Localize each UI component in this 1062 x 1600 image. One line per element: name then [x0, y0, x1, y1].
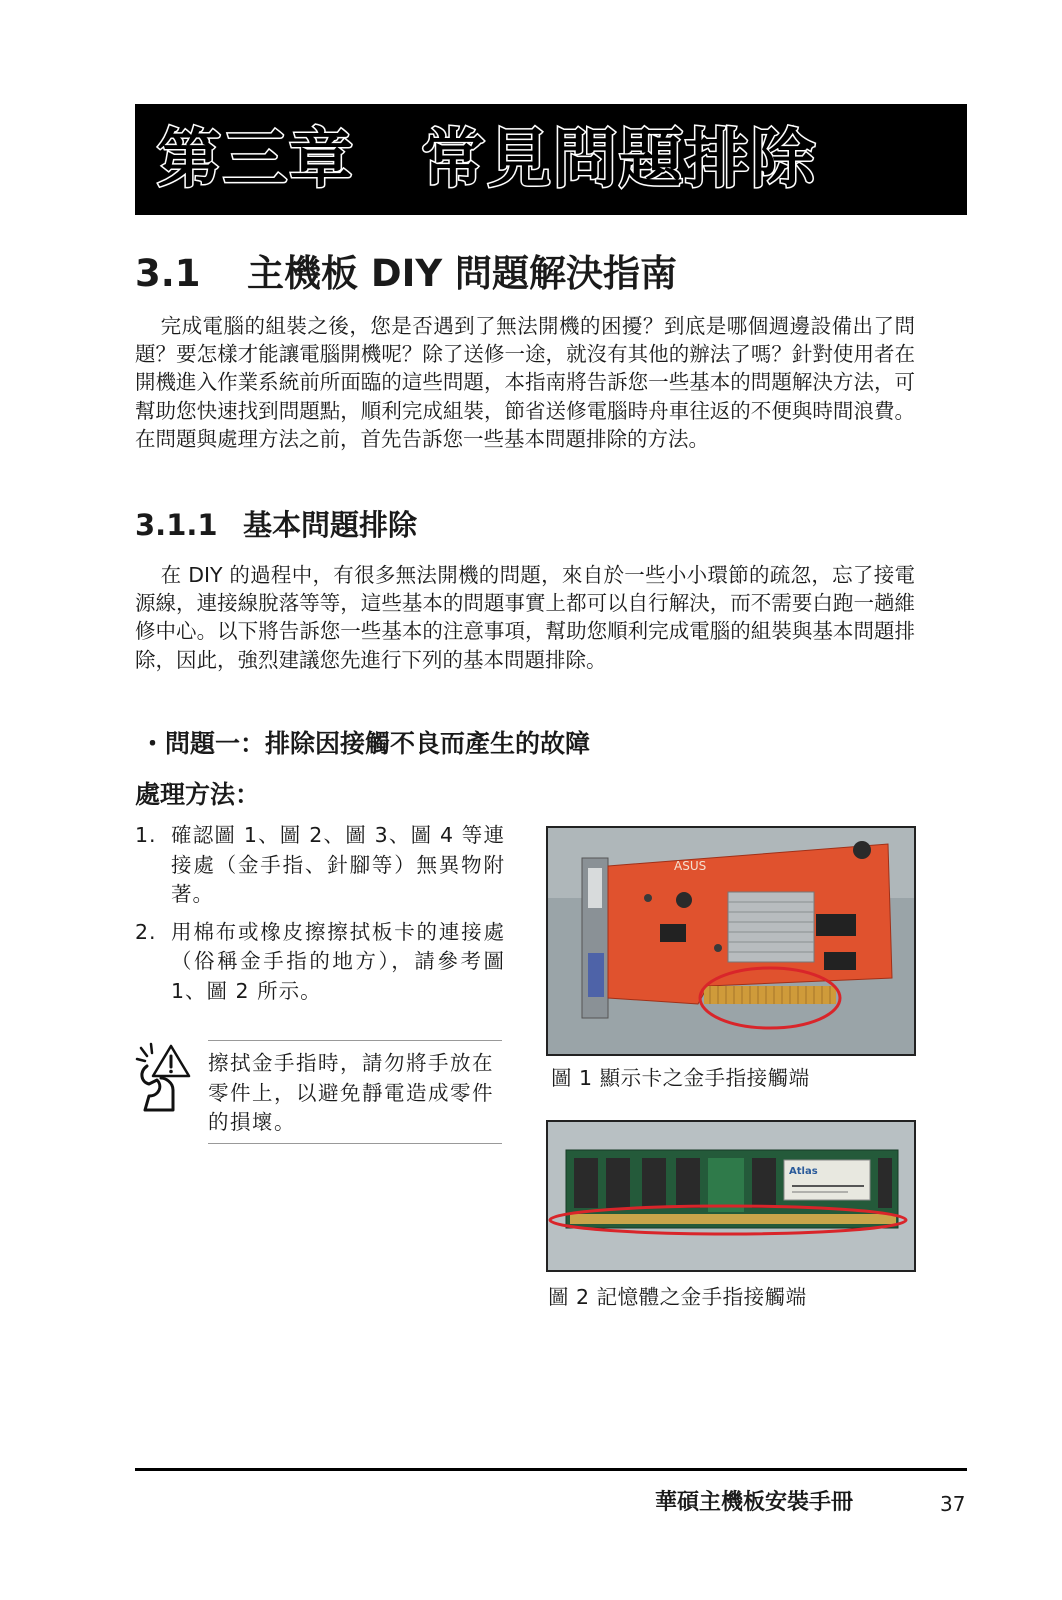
note-text: 擦拭金手指時，請勿將手放在零件上，以避免靜電造成零件的損壞。: [208, 1051, 494, 1134]
figure-2-caption: 圖 2 記憶體之金手指接觸端: [548, 1285, 807, 1309]
card-logo: ASUS: [674, 859, 707, 873]
step-text: 用棉布或橡皮擦擦拭板卡的連接處（俗稱金手指的地方），請參考圖 1、圖 2 所示。: [171, 919, 505, 1003]
section-heading: [135, 250, 677, 298]
caution-note: [135, 1040, 502, 1144]
step-list: [135, 821, 505, 1014]
ram-label: Atlas: [789, 1166, 818, 1177]
problem-heading: ・問題一：排除因接觸不良而產生的故障: [140, 729, 591, 758]
list-item: [135, 821, 505, 910]
memory-module-photo: [546, 1120, 916, 1272]
figure-1-caption: 圖 1 顯示卡之金手指接觸端: [551, 1066, 810, 1090]
subsection-heading: [135, 505, 417, 545]
step-number: 1.: [135, 823, 157, 847]
graphics-card-photo: [546, 826, 916, 1056]
chapter-title: 第三章 常見問題排除: [157, 123, 817, 197]
caution-icon: [135, 1042, 191, 1112]
page-number: 37: [940, 1492, 966, 1516]
step-number: 2.: [135, 919, 157, 944]
footer-rule: [135, 1468, 967, 1471]
section-number: 3.1: [135, 252, 201, 295]
intro-paragraph: 完成電腦的組裝之後，您是否遇到了無法開機的困擾？到底是哪個週邊設備出了問題？要怎樣才能讓電腦開機呢？除了送修一途，就沒有其他的辦法了嗎？針對使用者在開機進入作業系統前所面臨的這些問題，本指南將告訴您一些基本的問題解決方法，可幫助您快速找到問題點，順利完成組裝，節省送修電腦時舟車往返的不便與時間浪費。在問題與處理方法之前，首先告訴您一些基本問題排除的方法。: [135, 314, 915, 451]
subsection-number: 3.1.1: [135, 508, 218, 542]
step-text: 確認圖 1、圖 2、圖 3、圖 4 等連接處（金手指、針腳等）無異物附著。: [171, 823, 505, 906]
method-heading: 處理方法：: [135, 780, 261, 809]
section-title: 主機板 DIY 問題解決指南: [247, 252, 678, 295]
list-item: [135, 918, 505, 1007]
chapter-header-bar: [135, 104, 967, 215]
footer-title: 華碩主機板安裝手冊: [655, 1490, 854, 1515]
subsection-paragraph: 在 DIY 的過程中，有很多無法開機的問題，來自於一些小小環節的疏忽，忘了接電源線，連接線脫落等等，這些基本的問題事實上都可以自行解決，而不需要白跑一趟維修中心。以下將告訴您一些基本的注意事項，幫助您順利完成電腦的組裝與基本問題排除，因此，強烈建議您先進行下列的基本問題排除。: [135, 563, 915, 672]
note-box: [208, 1040, 502, 1144]
subsection-title: 基本問題排除: [243, 508, 418, 542]
